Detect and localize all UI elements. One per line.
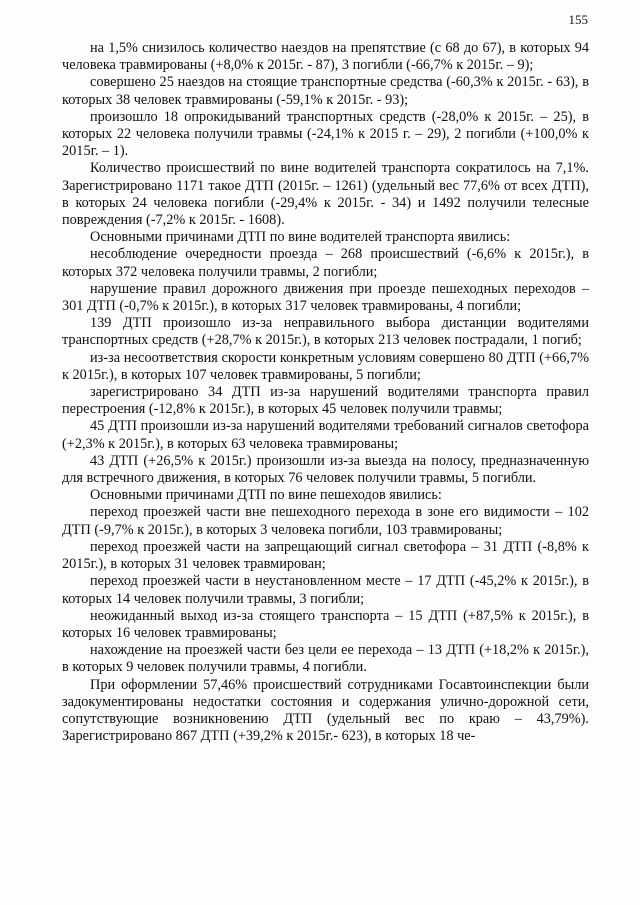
paragraph: Основными причинами ДТП по вине водителей транспорта явились: — [90, 229, 511, 246]
paragraph: 45 ДТП произошли из-за нарушений водителями требований сигналов светофора (+2,3% к 2015г.), в которых 63 человека травмированы; — [62, 418, 589, 452]
paragraph: нарушение правил дорожного движения при проезде пешеходных переходов – 301 ДТП (-0,7% к 2015г.), в которых 317 человек травмированы, 4 погибли; — [62, 280, 589, 315]
paragraph: нахождение на проезжей части без цели ее перехода – 13 ДТП (+18,2% к 2015г.), в которых 9 человек получили травмы, 4 погибли. — [62, 642, 589, 676]
paragraph: неожиданный выход из-за стоящего транспорта – 15 ДТП (+87,5% к 2015г.), в которых 16 человек травмированы; — [62, 607, 589, 641]
paragraph: переход проезжей части вне пешеходного перехода в зоне его видимости – 102 ДТП (-9,7% к 2015г.), в которых 3 человека погибли, 103 травмированы; — [62, 504, 589, 538]
paragraph: 43 ДТП (+26,5% к 2015г.) произошли из-за выезда на полосу, предназначенную для встречного движения, в которых 76 человек получили травмы, 5 погибли. — [62, 452, 589, 487]
paragraph: Количество происшествий по вине водителей транспорта сократилось на 7,1%. Зарегистрировано 1171 такое ДТП (2015г. – 1261) (удельный вес 77,6% от всех ДТП), в которых 24 человека погибли (-29,4% к 2015г. - 34) и 1492 получили телесные повреждения (-7,2% к 2015г. - 1608). — [62, 160, 589, 229]
paragraph: несоблюдение очередности проезда – 268 происшествий (-6,6% к 2015г.), в которых 372 человека получили травмы, 2 погибли; — [62, 246, 589, 280]
paragraph: на 1,5% снизилось количество наездов на препятствие (с 68 до 67), в которых 94 человека травмированы (+8,0% к 2015г. - 87), 3 погибли (-66,7% к 2015г. – 9); — [62, 40, 589, 74]
page-number: 155 — [568, 12, 588, 27]
paragraph: произошло 18 опрокидываний транспортных средств (-28,0% к 2015г. – 25), в которых 22 человека получили травмы (-24,1% к 2015 г. – 29), 2 погибли (+100,0% к 2015г. – 1). — [62, 108, 589, 160]
paragraph: 139 ДТП произошло из-за неправильного выбора дистанции водителями транспортных средств (+28,7% к 2015г.), в которых 213 человек пострадали, 1 погиб; — [62, 315, 589, 349]
paragraph: Основными причинами ДТП по вине пешеходов явились: — [90, 487, 442, 504]
paragraph: переход проезжей части на запрещающий сигнал светофора – 31 ДТП (-8,8% к 2015г.), в которых 31 человек травмирован; — [62, 538, 589, 573]
body-text — [62, 40, 589, 745]
paragraph: зарегистрировано 34 ДТП из-за нарушений водителями транспорта правил перестроения (-12,8% к 2015г.), в которых 45 человек получили травмы; — [62, 384, 589, 418]
paragraph: переход проезжей части в неустановленном месте – 17 ДТП (-45,2% к 2015г.), в которых 14 человек получили травмы, 3 погибли; — [62, 573, 589, 607]
paragraph: совершено 25 наездов на стоящие транспортные средства (-60,3% к 2015г. - 63), в которых 38 человек травмированы (-59,1% к 2015г. - 93); — [62, 74, 589, 108]
paragraph: из-за несоответствия скорости конкретным условиям совершено 80 ДТП (+66,7% к 2015г.), в которых 107 человек травмированы, 5 погибли; — [62, 349, 589, 383]
paragraph: При оформлении 57,46% происшествий сотрудниками Госавтоинспекции были задокументированы недостатки состояния и содержания улично-дорожной сети, сопутствующие возникновению ДТП (удельный вес по краю – 43,79%). Зарегистрировано 867 ДТП (+39,2% к 2015г.- 623), в которых 18 че- — [62, 676, 589, 745]
